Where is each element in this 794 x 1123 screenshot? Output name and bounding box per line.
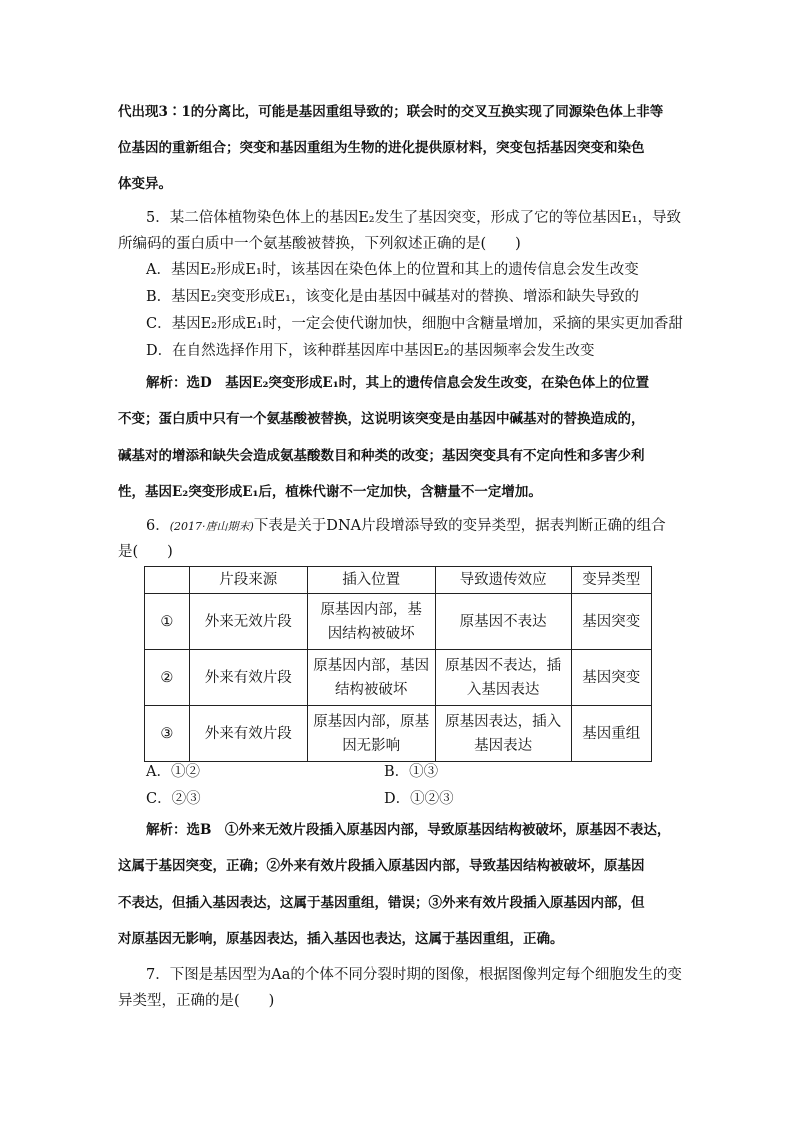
row-source: 外来有效片段: [189, 706, 307, 762]
q5-explanation-line-3: 碱基对的增添和缺失会造成氨基酸数目和种类的改变；基因突变具有不定向性和多害少利: [118, 448, 645, 464]
row-type: 基因突变: [571, 594, 651, 650]
row-effect: 原基因表达，插入 基因表达: [435, 706, 571, 762]
q5-option-b: B．基因E₂突变形成E₁，该变化是由基因中碱基对的替换、增添和缺失导致的: [146, 289, 639, 305]
q5-explanation-line-4: 性，基因E₂突变形成E₁后，植株代谢不一定加快，含糖量不一定增加。: [118, 484, 542, 500]
row-id: ③: [145, 706, 190, 762]
row-id: ①: [145, 594, 190, 650]
q6-explanation-line-2: 这属于基因突变，正确；②外来有效片段插入原基因内部，导致基因结构被破坏，原基因: [118, 858, 645, 874]
row-position: 原基因内部，基因 结构被破坏: [307, 650, 435, 706]
variation-table: [144, 566, 652, 762]
table-row: [145, 594, 652, 650]
q5-stem-line-2: 所编码的蛋白质中一个氨基酸被替换，下列叙述正确的是( ): [118, 236, 521, 252]
row-effect: 原基因不表达，插 入基因表达: [435, 650, 571, 706]
q6-stem-rest: 下表是关于DNA片段增添导致的变异类型，据表判断正确的组合: [253, 518, 666, 534]
table-header-type: 变异类型: [571, 567, 651, 594]
q6-source: (2017·唐山期末): [169, 520, 254, 533]
q7-stem-line-1: 7．下图是基因型为Aa的个体不同分裂时期的图像，根据图像判定每个细胞发生的变: [146, 967, 682, 983]
table-header-position: 插入位置: [307, 567, 435, 594]
prev-explanation-line-3: 体变异。: [118, 176, 172, 192]
q6-explanation-line-4: 对原基因无影响，原基因表达，插入基因也表达，这属于基因重组，正确。: [118, 931, 564, 947]
q6-option-d: D．①②③: [384, 791, 454, 807]
q6-number: 6．: [146, 518, 170, 534]
q6-explanation-line-1: 解析：选B ①外来无效片段插入原基因内部，导致原基因结构被破坏，原基因不表达，: [146, 822, 671, 838]
table-row: [145, 650, 652, 706]
row-id: ②: [145, 650, 190, 706]
q5-option-a: A．基因E₂形成E₁时，该基因在染色体上的位置和其上的遗传信息会发生改变: [146, 262, 639, 278]
q6-option-c: C．②③: [146, 791, 201, 807]
prev-explanation-line-1: 代出现3∶1的分离比，可能是基因重组导致的；联会时的交叉互换实现了同源染色体上非等: [118, 104, 664, 120]
q5-explanation-line-1: 解析：选D 基因E₂突变形成E₁时，其上的遗传信息会发生改变，在染色体上的位置: [146, 375, 650, 391]
row-source: 外来有效片段: [189, 650, 307, 706]
row-position: 原基因内部，基 因结构被破坏: [307, 594, 435, 650]
row-type: 基因重组: [571, 706, 651, 762]
q6-option-a: A．①②: [146, 764, 200, 780]
q5-option-c: C．基因E₂形成E₁时，一定会使代谢加快，细胞中含糖量增加，采摘的果实更加香甜: [146, 316, 683, 332]
table-header-index: [145, 567, 190, 594]
q7-stem-line-2: 异类型，正确的是( ): [118, 993, 275, 1009]
q5-option-d: D．在自然选择作用下，该种群基因库中基因E₂的基因频率会发生改变: [146, 343, 595, 359]
q6-stem-line-2: 是( ): [118, 544, 173, 560]
q6-stem-line-1: [146, 516, 666, 537]
table-header-row: [145, 567, 652, 594]
q5-stem-line-1: 5．某二倍体植物染色体上的基因E₂发生了基因突变，形成了它的等位基因E₁，导致: [146, 210, 682, 226]
row-source: 外来无效片段: [189, 594, 307, 650]
table-row: [145, 706, 652, 762]
q6-explanation-line-3: 不表达，但插入基因表达，这属于基因重组，错误；③外来有效片段插入原基因内部，但: [118, 895, 645, 911]
q5-explanation-line-2: 不变；蛋白质中只有一个氨基酸被替换，这说明该突变是由基因中碱基对的替换造成的，: [118, 411, 645, 427]
row-position: 原基因内部，原基 因无影响: [307, 706, 435, 762]
row-type: 基因突变: [571, 650, 651, 706]
table-header-effect: 导致遗传效应: [435, 567, 571, 594]
row-effect: 原基因不表达: [435, 594, 571, 650]
q6-option-b: B．①③: [384, 764, 439, 780]
table-header-source: 片段来源: [189, 567, 307, 594]
prev-explanation-line-2: 位基因的重新组合；突变和基因重组为生物的进化提供原材料，突变包括基因突变和染色: [118, 140, 645, 156]
